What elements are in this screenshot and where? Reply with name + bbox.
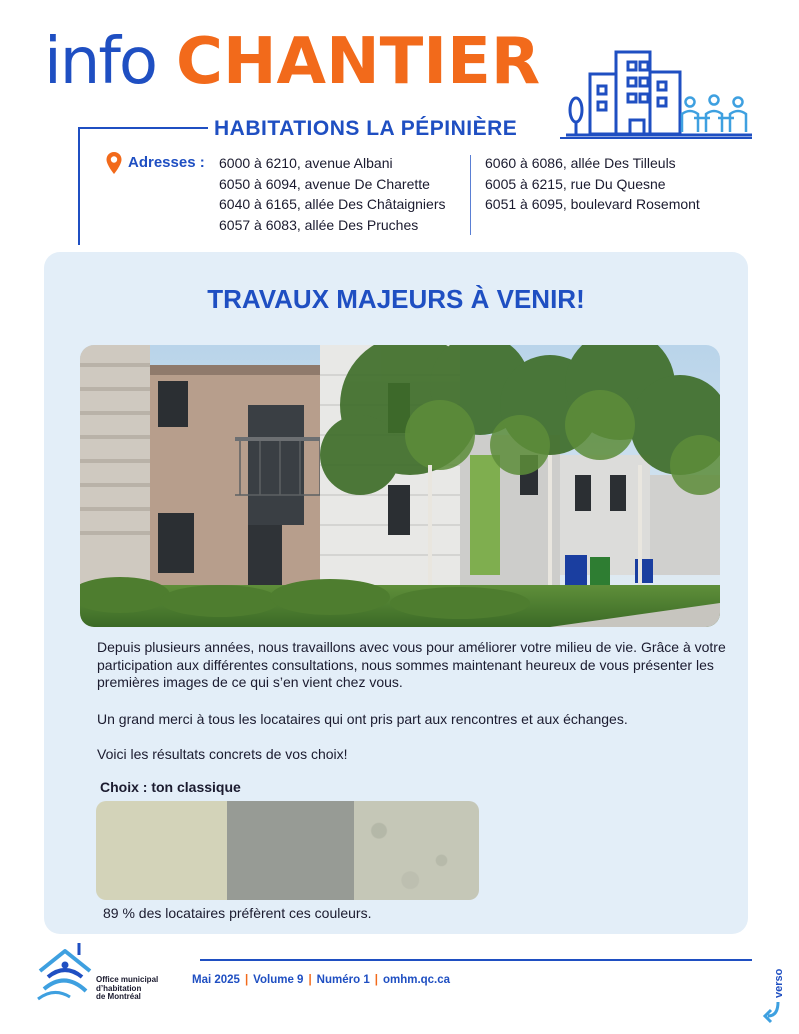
frame-line-left (78, 127, 80, 245)
logo-info-text: info (44, 25, 157, 99)
address-line: 6040 à 6165, allée Des Châtaigniers (219, 196, 446, 212)
addresses-divider (470, 155, 471, 235)
building-rendering-illustration (80, 345, 720, 627)
separator: | (374, 974, 378, 986)
address-line: 6005 à 6215, rue Du Quesne (485, 175, 666, 192)
omhm-logo-icon (34, 941, 96, 1003)
intro-paragraph: Depuis plusieurs années, nous travaillons avec vous pour améliorer votre milieu de vie. Grâce à votre participation aux différentes consultations, nous sommes maintenant heureux de vous présenter les premières images de ce qui s’en vient chez vous. (97, 639, 726, 690)
verso-arrow-icon[interactable] (762, 964, 790, 1028)
results-paragraph: Voici les résultats concrets de vos choix! (97, 746, 348, 762)
frame-line-top (78, 127, 208, 129)
color-swatches (96, 801, 479, 900)
swatches-caption: 89 % des locataires préfèrent ces couleurs. (103, 905, 372, 921)
address-line: 6051 à 6095, boulevard Rosemont (485, 196, 700, 212)
address-line: 6000 à 6210, avenue Albani (219, 155, 393, 171)
color-swatch-beige (96, 801, 227, 900)
address-line: 6057 à 6083, allée Des Pruches (219, 216, 419, 233)
logo-chantier-text: CHANTIER (176, 25, 541, 99)
org-name-line: Office municipal (96, 975, 159, 984)
org-name-line: de Montréal (96, 992, 141, 1001)
building-rendering-image (80, 345, 720, 627)
choice-label: Choix : ton classique (100, 779, 241, 795)
addresses-column-2 (485, 153, 700, 215)
color-swatch-textured (354, 801, 479, 900)
headline: TRAVAUX MAJEURS À VENIR! (207, 284, 585, 314)
color-swatch-gray (227, 801, 354, 900)
issue-date: Mai 2025 (192, 974, 240, 986)
issue-info (192, 974, 450, 986)
thanks-paragraph: Un grand merci à tous les locataires qui ont pris part aux rencontres et aux échanges. (97, 711, 628, 727)
address-line: 6050 à 6094, avenue De Charette (219, 175, 430, 192)
separator: | (308, 974, 312, 986)
addresses-column-1 (219, 153, 446, 235)
issue-volume: Volume 9 (253, 974, 304, 986)
addresses-label: Adresses : (128, 154, 205, 171)
issue-number: Numéro 1 (316, 974, 370, 986)
footer-rule (200, 959, 752, 961)
organization-name (96, 976, 186, 1002)
org-name-line: d’habitation (96, 983, 142, 993)
buildings-people-icon (566, 46, 752, 138)
website-link[interactable]: omhm.qc.ca (382, 974, 451, 986)
separator: | (244, 974, 249, 986)
address-line: 6060 à 6086, allée Des Tilleuls (485, 155, 676, 171)
frame-line-right (560, 137, 752, 139)
site-name: HABITATIONS LA PÉPINIÈRE (214, 117, 518, 140)
verso-label: verso (773, 968, 785, 998)
location-pin-icon (105, 151, 123, 175)
